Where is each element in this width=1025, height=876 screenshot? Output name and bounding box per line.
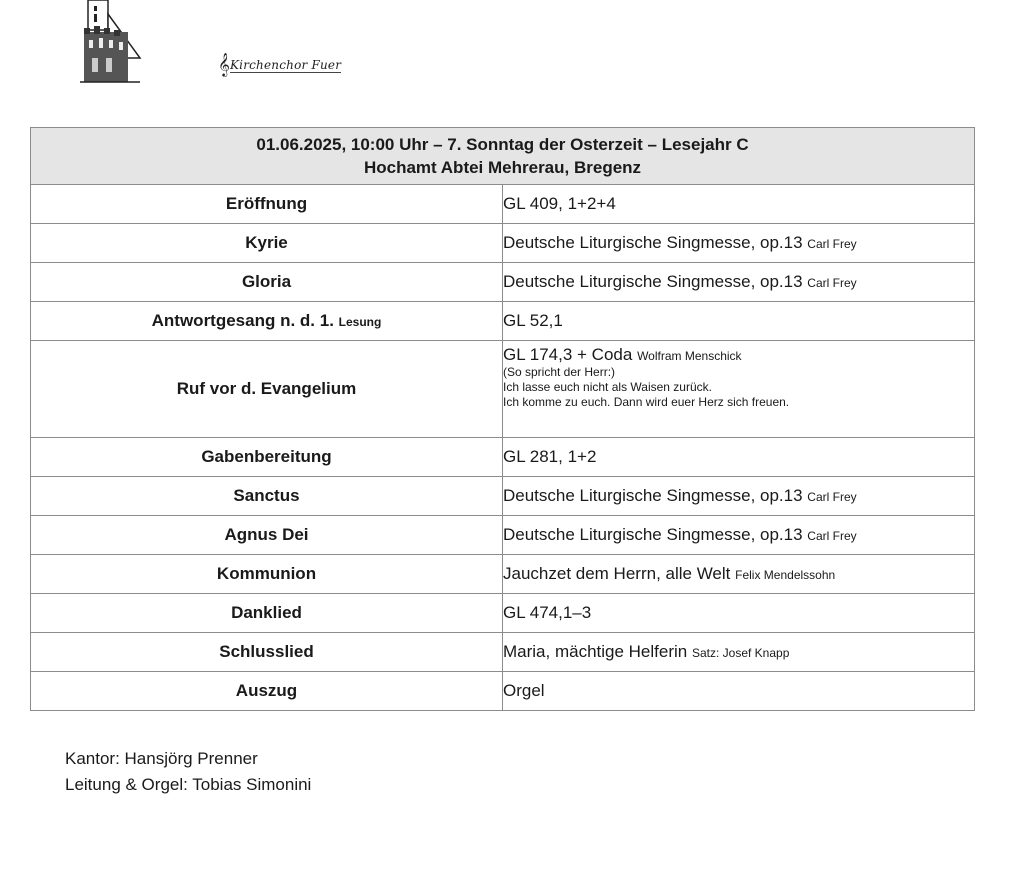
row-value — [503, 263, 975, 302]
row-label: Kommunion — [31, 555, 503, 594]
table-row — [31, 594, 975, 633]
service-date-title: 01.06.2025, 10:00 Uhr – 7. Sonntag der Osterzeit – Lesejahr C — [256, 135, 749, 154]
piece-title: Deutsche Liturgische Singmesse, op.13 — [503, 525, 803, 544]
row-value — [503, 302, 975, 341]
row-label: Gabenbereitung — [31, 438, 503, 477]
row-label: Agnus Dei — [31, 516, 503, 555]
header-row — [31, 128, 975, 185]
row-value — [503, 555, 975, 594]
row-label: Gloria — [31, 263, 503, 302]
composer-name: Carl Frey — [807, 529, 857, 543]
table-row — [31, 438, 975, 477]
row-label: Eröffnung — [31, 185, 503, 224]
composer-name: Carl Frey — [807, 276, 857, 290]
leitung-credit: Leitung & Orgel: Tobias Simonini — [65, 775, 312, 794]
composer-name: Satz: Josef Knapp — [691, 646, 790, 660]
piece-title: Deutsche Liturgische Singmesse, op.13 — [503, 486, 803, 505]
row-value — [503, 516, 975, 555]
row-value — [503, 438, 975, 477]
table-row — [31, 341, 975, 438]
service-location: Hochamt Abtei Mehrerau, Bregenz — [363, 158, 642, 177]
composer-name: Wolfram Menschick — [637, 349, 742, 363]
table-row — [31, 185, 975, 224]
verse-line: Ich lasse euch nicht als Waisen zurück. — [503, 380, 712, 394]
row-value — [503, 224, 975, 263]
row-label: Schlusslied — [31, 633, 503, 672]
row-label — [31, 302, 503, 341]
table-row — [31, 633, 975, 672]
piece-title: GL 409, 1+2+4 — [503, 194, 616, 213]
church-tower-logo-icon — [80, 0, 150, 90]
row-label: Danklied — [31, 594, 503, 633]
row-label-small: Lesung — [338, 315, 382, 329]
row-label: Ruf vor d. Evangelium — [31, 341, 503, 438]
piece-title: Jauchzet dem Herrn, alle Welt — [503, 564, 731, 583]
table-row — [31, 516, 975, 555]
table-row — [31, 672, 975, 711]
piece-title: GL 474,1–3 — [503, 603, 592, 622]
composer-name: Carl Frey — [807, 237, 857, 251]
piece-title: Deutsche Liturgische Singmesse, op.13 — [503, 272, 803, 291]
piece-title: GL 174,3 + Coda — [503, 345, 633, 364]
row-value — [503, 672, 975, 711]
row-label: Kyrie — [31, 224, 503, 263]
treble-clef-icon: 𝄞 — [218, 52, 230, 76]
piece-title: Orgel — [503, 681, 545, 700]
row-value — [503, 185, 975, 224]
row-label: Auszug — [31, 672, 503, 711]
composer-name: Carl Frey — [807, 490, 857, 504]
program-table — [30, 127, 975, 711]
table-row — [31, 302, 975, 341]
row-value — [503, 477, 975, 516]
row-label-main: Antwortgesang n. d. 1. — [151, 311, 334, 330]
kantor-credit: Kantor: Hansjörg Prenner — [65, 749, 258, 768]
composer-name: Felix Mendelssohn — [735, 568, 836, 582]
table-row — [31, 477, 975, 516]
verse-line: (So spricht der Herr:) — [503, 365, 616, 379]
row-label: Sanctus — [31, 477, 503, 516]
table-row — [31, 555, 975, 594]
service-header — [31, 128, 975, 185]
credits — [65, 746, 311, 798]
verse-line: Ich komme zu euch. Dann wird euer Herz sich freuen. — [503, 395, 790, 409]
table-row — [31, 263, 975, 302]
piece-title: GL 52,1 — [503, 311, 563, 330]
row-value — [503, 594, 975, 633]
choir-name: Kirchenchor Fuer — [230, 58, 342, 72]
row-value — [503, 633, 975, 672]
row-value — [503, 341, 975, 438]
piece-title: Deutsche Liturgische Singmesse, op.13 — [503, 233, 803, 252]
choir-logo — [80, 0, 342, 90]
piece-title: Maria, mächtige Helferin — [503, 642, 688, 661]
table-row — [31, 224, 975, 263]
piece-title: GL 281, 1+2 — [503, 447, 597, 466]
